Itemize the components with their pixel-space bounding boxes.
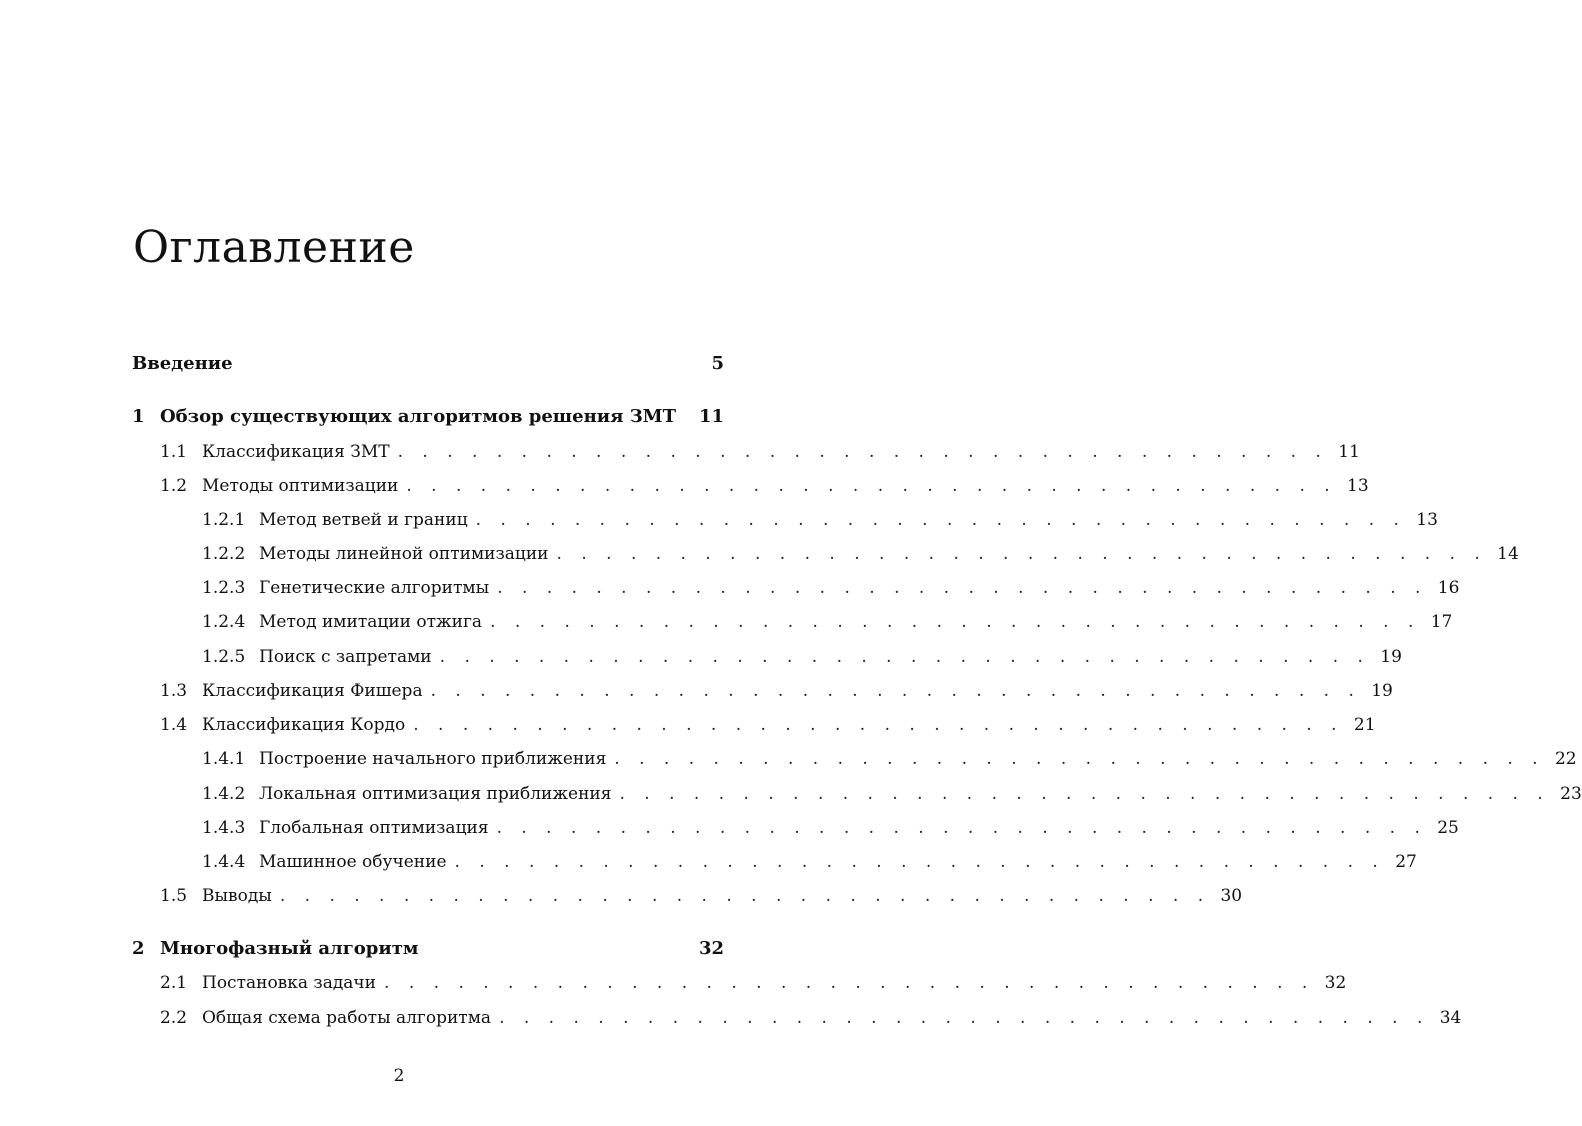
dot-leader: . . . . . . . . . . . . . . . . . . . . . . . . . . . . . . . . . . . . . .: [397, 442, 1328, 462]
toc-entry-page: 22: [1554, 749, 1577, 769]
toc-entry-page: 11: [1338, 442, 1360, 462]
toc-entry-chapter-2[interactable]: [132, 937, 724, 961]
toc-entry-introduction[interactable]: [132, 352, 724, 376]
toc-entry-1-1[interactable]: [132, 440, 1360, 464]
toc-entry-page: 13: [1347, 476, 1369, 496]
toc-entry-page: 19: [1371, 681, 1393, 701]
toc-entry-1-4[interactable]: [132, 713, 1376, 737]
toc-entry-page: 19: [1380, 647, 1402, 667]
dot-leader: . . . . . . . . . . . . . . . . . . . . . . . . . . . . . . . . . . . . . .: [614, 749, 1545, 769]
toc-entry-number: 1.4.2: [202, 784, 246, 804]
toc-entry-page: 21: [1353, 715, 1376, 735]
toc-entry-number: 1.2.3: [202, 578, 246, 598]
toc-entry-title: Машинное обучение: [259, 852, 447, 872]
toc-entry-number: 2: [132, 938, 145, 959]
toc-entry-title: Метод имитации отжига: [259, 612, 483, 632]
toc-entry-number: 1.2.5: [202, 647, 246, 667]
toc-entry-2-1[interactable]: [132, 971, 1347, 995]
toc-entry-page: 23: [1560, 784, 1582, 804]
dot-leader: . . . . . . . . . . . . . . . . . . . . . . . . . . . . . . . . . . . . . .: [406, 476, 1337, 496]
dot-leader: . . . . . . . . . . . . . . . . . . . . . . . . . . . . . . . . . . . . . .: [499, 1008, 1430, 1028]
dot-leader: . . . . . . . . . . . . . . . . . . . . . . . . . . . . . . . . . . . . . .: [619, 784, 1550, 804]
toc-entry-page: 32: [698, 938, 724, 959]
toc-entry-page: 32: [1324, 973, 1347, 993]
dot-leader: . . . . . . . . . . . . . . . . . . . . . . . . . . . . . . . . . . . . . .: [475, 510, 1406, 530]
toc-entry-1-2-5[interactable]: [132, 645, 1402, 669]
dot-leader: . . . . . . . . . . . . . . . . . . . . . . . . . . . . . . . . . . . . . .: [439, 647, 1370, 667]
dot-leader: . . . . . . . . . . . . . . . . . . . . . . . . . . . . . . . . . . . . . .: [384, 973, 1315, 993]
toc-entry-page: 34: [1439, 1008, 1462, 1028]
toc-entry-page: 16: [1437, 578, 1460, 598]
dot-leader: . . . . . . . . . . . . . . . . . . . . . . . . . . . . . . . . . . . . . .: [490, 612, 1421, 632]
dot-leader: . . . . . . . . . . . . . . . . . . . . . . . . . . . . . . . . . . . . . .: [430, 681, 1361, 701]
toc-entry-title: Классификация ЗМТ: [202, 442, 390, 462]
toc-entry-number: 1.4.4: [202, 852, 246, 872]
toc-entry-page: 5: [711, 353, 724, 374]
toc-entry-1-4-1[interactable]: [132, 747, 1577, 771]
toc-entry-title: Метод ветвей и границ: [259, 510, 468, 530]
dot-leader: . . . . . . . . . . . . . . . . . . . . . . . . . . . . . . . . . . . . . .: [497, 578, 1428, 598]
dot-leader: . . . . . . . . . . . . . . . . . . . . . . . . . . . . . . . . . . . . . .: [454, 852, 1385, 872]
toc-entry-2-2[interactable]: [132, 1006, 1462, 1030]
toc-entry-title: Многофазный алгоритм: [160, 938, 419, 959]
toc-entry-title: Постановка задачи: [202, 973, 377, 993]
toc-entry-page: 30: [1220, 886, 1243, 906]
toc-entry-1-5[interactable]: [132, 884, 1243, 908]
dot-leader: . . . . . . . . . . . . . . . . . . . . . . . . . . . . . . . . . . . . . .: [413, 715, 1344, 735]
toc-entry-title: Введение: [132, 353, 233, 374]
toc-entry-number: 1.2.4: [202, 612, 246, 632]
toc-entry-number: 2.1: [160, 973, 188, 993]
toc-entry-title: Классификация Кордо: [202, 715, 406, 735]
toc-entry-number: 1.2.1: [202, 510, 246, 530]
dot-leader: . . . . . . . . . . . . . . . . . . . . . . . . . . . . . . . . . . . . . .: [496, 818, 1427, 838]
dot-leader: . . . . . . . . . . . . . . . . . . . . . . . . . . . . . . . . . . . . . .: [556, 544, 1487, 564]
page-number: 2: [393, 1066, 405, 1086]
toc-entry-number: 2.2: [160, 1008, 188, 1028]
toc-entry-page: 11: [698, 406, 724, 427]
toc-entry-page: 25: [1437, 818, 1459, 838]
toc-entry-title: Генетические алгоритмы: [259, 578, 490, 598]
toc-entry-page: 14: [1497, 544, 1519, 564]
toc-entry-number: 1.4: [160, 715, 188, 735]
toc-entry-number: 1.3: [160, 681, 188, 701]
toc-entry-1-4-4[interactable]: [132, 850, 1417, 874]
toc-entry-1-3[interactable]: [132, 679, 1393, 703]
toc-entry-1-2-3[interactable]: [132, 576, 1460, 600]
toc-entry-title: Классификация Фишера: [202, 681, 423, 701]
toc-entry-number: 1.4.3: [202, 818, 246, 838]
toc-entry-1-2-1[interactable]: [132, 508, 1438, 532]
toc-entry-page: 13: [1416, 510, 1438, 530]
toc-entry-title: Выводы: [202, 886, 272, 906]
toc-entry-page: 17: [1430, 612, 1453, 632]
toc-entry-number: 1.2.2: [202, 544, 246, 564]
toc-entry-1-2[interactable]: [132, 474, 1369, 498]
toc-entry-1-2-2[interactable]: [132, 542, 1519, 566]
toc-entry-1-4-3[interactable]: [132, 816, 1459, 840]
toc-entry-chapter-1[interactable]: [132, 405, 724, 429]
toc-entry-number: 1.2: [160, 476, 188, 496]
dot-leader: . . . . . . . . . . . . . . . . . . . . . . . . . . . . . . . . . . . . . .: [279, 886, 1211, 906]
toc-entry-title: Методы оптимизации: [202, 476, 399, 496]
toc-entry-number: 1.4.1: [202, 749, 246, 769]
toc-entry-page: 27: [1395, 852, 1417, 872]
page-title: Оглавление: [133, 222, 415, 273]
toc-entry-title: Методы линейной оптимизации: [259, 544, 549, 564]
toc-entry-title: Глобальная оптимизация: [259, 818, 489, 838]
toc-entry-title: Общая схема работы алгоритма: [202, 1008, 492, 1028]
toc-entry-1-2-4[interactable]: [132, 610, 1453, 634]
toc-entry-title: Обзор существующих алгоритмов решения ЗМТ: [160, 406, 676, 427]
toc-entry-number: 1.1: [160, 442, 188, 462]
toc-entry-title: Локальная оптимизация приближения: [259, 784, 612, 804]
toc-entry-number: 1.5: [160, 886, 188, 906]
toc-entry-title: Построение начального приближения: [259, 749, 607, 769]
toc-entry-1-4-2[interactable]: [132, 782, 1582, 806]
toc-entry-title: Поиск с запретами: [259, 647, 432, 667]
toc-entry-number: 1: [132, 406, 145, 427]
